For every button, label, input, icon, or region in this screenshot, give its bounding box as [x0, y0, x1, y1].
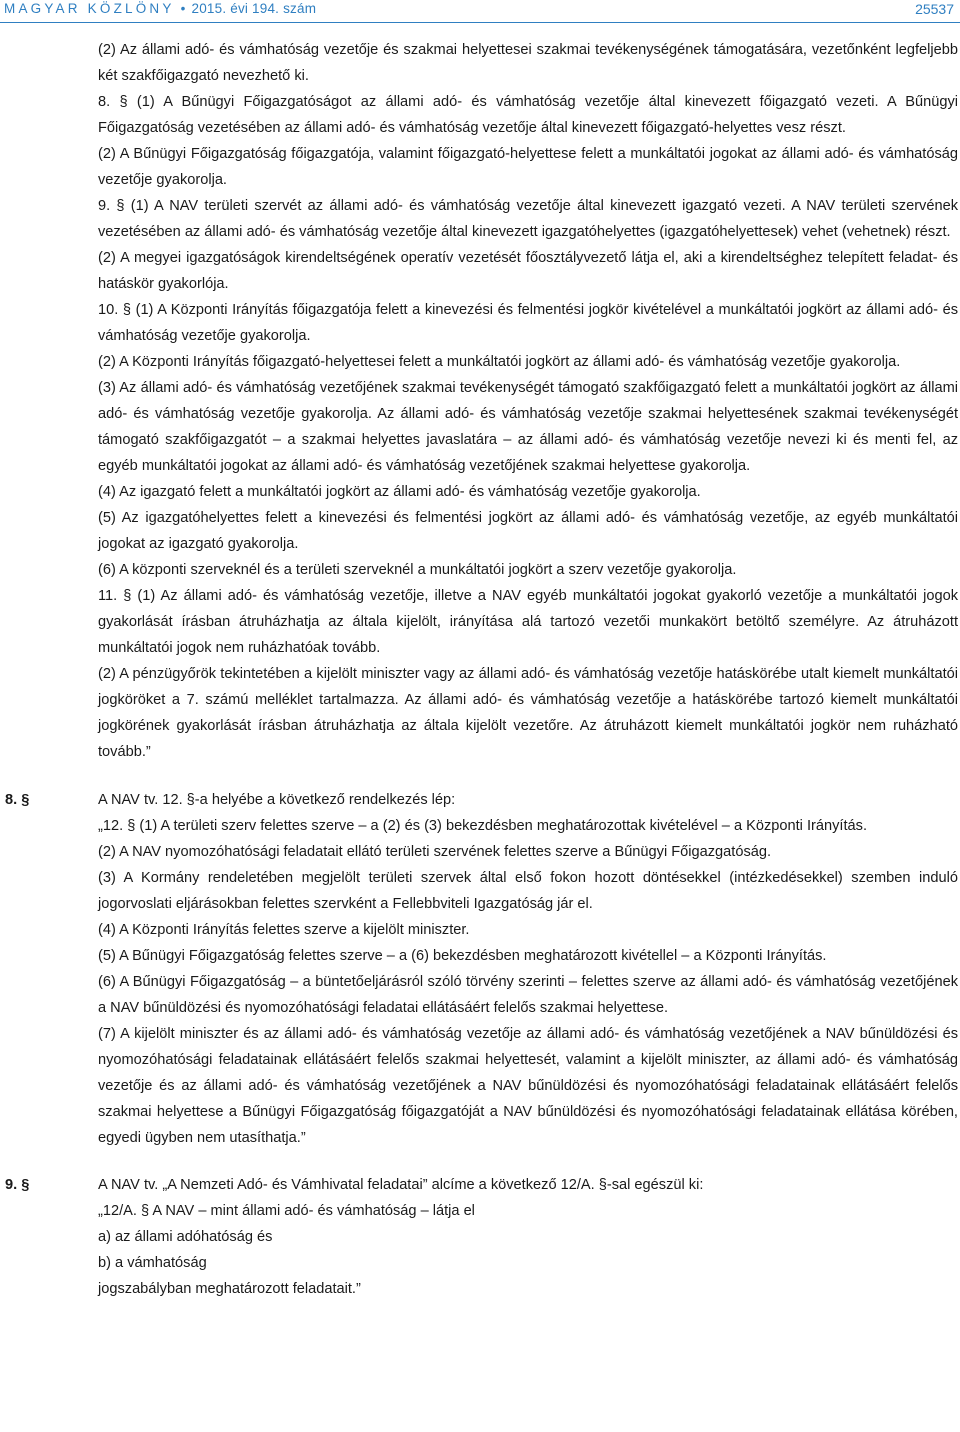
paragraph: a) az állami adóhatóság és: [98, 1229, 273, 1245]
document-body: [5, 37, 958, 1302]
continued-text: [98, 37, 958, 765]
running-head: [4, 0, 316, 18]
page-header: [0, 0, 960, 22]
paragraph: (3) Az állami adó- és vámhatóság vezetőjének szakmai tevékenységét támogató szakfőigazgató felett a munkáltatói jogkört az állami adó- és vámhatóság vezetője gyakorolja. Az állami adó- és vámhatóság vezetője szakmai helyettesének szakmai tevékenységét támogató szakfőigazgatót – a szakmai helyettes javaslatára – az állami adó- és vámhatóság vezetője nevezi ki és menti fel, az egyéb munkáltatói jogokat az állami adó- és vámhatóság vezetőjének szakmai helyettese gyakorolja.: [98, 380, 958, 474]
paragraph: (4) Az igazgató felett a munkáltatói jogkört az állami adó- és vámhatóság vezetője gyakorolja.: [98, 484, 701, 500]
paragraph: b) a vámhatóság: [98, 1255, 207, 1271]
paragraph: (3) A Kormány rendeletében megjelölt területi szervek által első fokon hozott döntésekkel (intézkedésekkel) szemben induló jogorvoslati eljárásokban felettes szervként a Fellebbviteli Igazgatóság jár el.: [98, 870, 958, 912]
header-rule: [0, 22, 960, 23]
paragraph: 10. § (1) A Központi Irányítás főigazgatója felett a kinevezési és felmentési jogkör kivételével a munkáltatói jogkört az állami adó- és vámhatóság vezetője gyakorolja.: [98, 302, 958, 344]
paragraph: 11. § (1) Az állami adó- és vámhatóság vezetője, illetve a NAV egyéb munkáltatói jogokat gyakorló vezetője a munkáltatói jogok gyakorlását írásban átruházhatja az általa kijelölt, irányítása alá tartozó vezetői munkakört betöltő személyre. Az átruházott munkáltatói jogok nem ruházhatóak tovább.: [98, 588, 958, 656]
paragraph: (7) A kijelölt miniszter és az állami adó- és vámhatóság vezetője az állami adó- és vámhatóság vezetőjének a NAV bűnüldözési és nyomozóhatósági feladatainak ellátásáért felelős szakmai helyettesét, valamint a kijelölt miniszter, az állami adó- és vámhatóság vezetője és az állami adó- és vámhatóság vezetőjének a NAV bűnüldözési és nyomozóhatósági feladatainak ellátásáért felelős szakmai helyettese a Bűnügyi Főigazgatóság főigazgatóját a NAV bűnüldözési és nyomozóhatósági feladatainak ellátása körében, egyedi ügyben nem utasíthatja.”: [98, 1026, 958, 1146]
paragraph: „12/A. § A NAV – mint állami adó- és vámhatóság – látja el: [98, 1203, 475, 1219]
paragraph: (5) A Bűnügyi Főigazgatóság felettes szerve – a (6) bekezdésben meghatározott kivétellel – a Központi Irányítás.: [98, 948, 827, 964]
paragraph: (2) A NAV nyomozóhatósági feladatait ellátó területi szervének felettes szerve a Bűnügyi Főigazgatóság.: [98, 844, 772, 860]
section-8: [5, 787, 958, 1151]
bullet-separator: •: [180, 1, 186, 16]
issue-label: 2015. évi 194. szám: [191, 1, 317, 16]
paragraph: (2) A Bűnügyi Főigazgatóság főigazgatója, valamint főigazgató-helyettese felett a munkáltatói jogokat az állami adó- és vámhatóság vezetője gyakorolja.: [98, 146, 958, 188]
page-number: 25537: [915, 1, 954, 17]
paragraph: (2) A Központi Irányítás főigazgató-helyettesei felett a munkáltatói jogkört az állami adó- és vámhatóság vezetője gyakorolja.: [98, 354, 901, 370]
paragraph: „12. § (1) A területi szerv felettes szerve – a (2) és (3) bekezdésben meghatározottak kivételével – a Központi Irányítás.: [98, 818, 867, 834]
paragraph: (6) A központi szerveknél és a területi szerveknél a munkáltatói jogkört a szerv vezetője gyakorolja.: [98, 562, 737, 578]
section-9: [5, 1172, 958, 1302]
paragraph: (4) A Központi Irányítás felettes szerve a kijelölt miniszter.: [98, 922, 470, 938]
paragraph: (2) A megyei igazgatóságok kirendeltségének operatív vezetését főosztályvezető látja el, aki a kirendeltséghez telepített feladat- és hatáskör gyakorlója.: [98, 250, 958, 292]
paragraph: (2) Az állami adó- és vámhatóság vezetője és szakmai helyettesei szakmai tevékenységének támogatására, vezetőnként legfeljebb két szakfőigazgató nevezhető ki.: [98, 42, 958, 84]
paragraph: (2) A pénzügyőrök tekintetében a kijelölt miniszter vagy az állami adó- és vámhatóság vezetője hatáskörébe utalt kiemelt munkáltatói jogköröket a 7. számú melléklet tartalmazza. Az állami adó- és vámhatóság vezetője a hatáskörébe tartozó kiemelt munkáltatói jogkörének gyakorlását írásban átruházhatja az általa kijelölt vezetőre. Az átruházott kiemelt munkáltatói jogkör nem ruházható tovább.”: [98, 666, 958, 760]
paragraph: A NAV tv. 12. §-a helyébe a következő rendelkezés lép:: [98, 792, 456, 808]
paragraph: jogszabályban meghatározott feladatait.”: [98, 1281, 361, 1297]
section-number: 8. §: [5, 792, 30, 808]
paragraph: 8. § (1) A Bűnügyi Főigazgatóságot az állami adó- és vámhatóság vezetője által kinevezett főigazgató vezeti. A Bűnügyi Főigazgatóság vezetésében az állami adó- és vámhatóság vezetője által kinevezett főigazgató-helyettes vesz részt.: [98, 94, 958, 136]
masthead-title: MAGYAR KÖZLÖNY: [4, 1, 175, 16]
paragraph: A NAV tv. „A Nemzeti Adó- és Vámhivatal feladatai” alcíme a következő 12/A. §-sal egészül ki:: [98, 1177, 704, 1193]
section-number: 9. §: [5, 1177, 30, 1193]
paragraph: (6) A Bűnügyi Főigazgatóság – a büntetőeljárásról szóló törvény szerinti – felettes szerve az állami adó- és vámhatóság vezetőjének a NAV bűnüldözési és nyomozóhatósági feladatai ellátásáért felelős szakmai helyettese.: [98, 974, 958, 1016]
paragraph: 9. § (1) A NAV területi szervét az állami adó- és vámhatóság vezetője által kinevezett igazgató vezeti. A NAV területi szervének vezetésében az állami adó- és vámhatóság vezetője által kinevezett igazgatóhelyettes (igazgatóhelyettesek) vehet (vehetnek) részt.: [98, 198, 958, 240]
paragraph: (5) Az igazgatóhelyettes felett a kinevezési és felmentési jogkört az állami adó- és vámhatóság vezetője, az egyéb munkáltatói jogokat az igazgató gyakorolja.: [98, 510, 958, 552]
